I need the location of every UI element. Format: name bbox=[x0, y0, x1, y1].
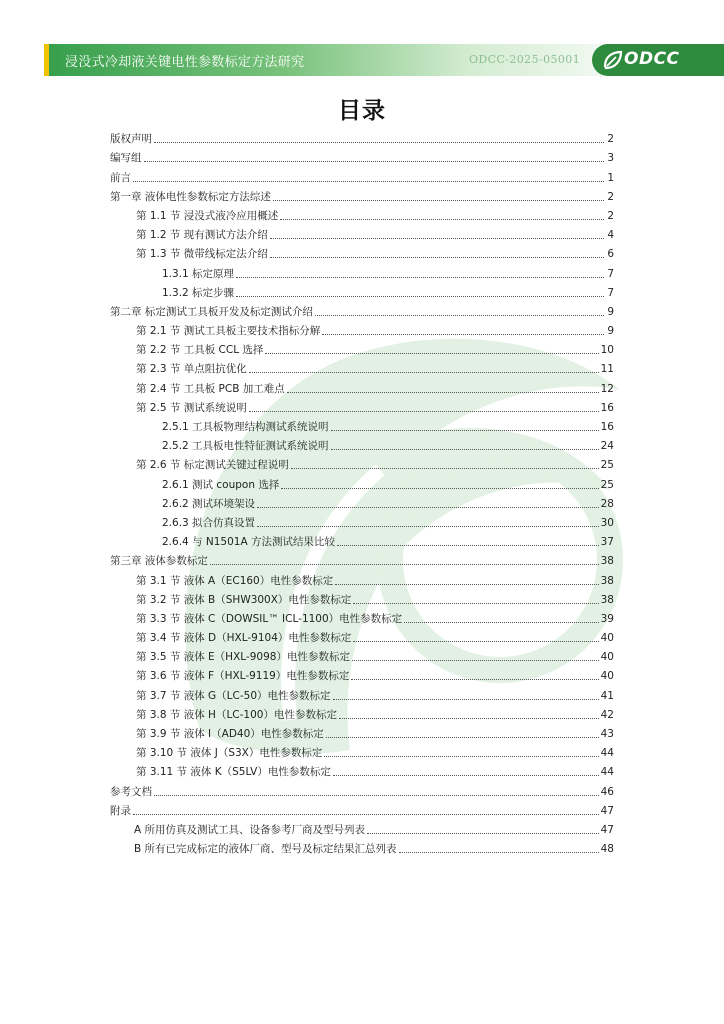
toc-dot-leader bbox=[339, 718, 599, 719]
toc-entry[interactable] bbox=[110, 242, 614, 261]
toc-entry[interactable] bbox=[110, 300, 614, 319]
toc-entry-title: 1.3.1 标定原理 bbox=[162, 267, 235, 280]
toc-entry[interactable] bbox=[110, 511, 614, 530]
toc-entry-title: 第 2.6 节 标定测试关键过程说明 bbox=[136, 459, 289, 472]
toc-page-number: 40 bbox=[600, 651, 614, 664]
toc-dot-leader bbox=[270, 238, 604, 239]
toc-dot-leader bbox=[333, 699, 599, 700]
toc-dot-leader bbox=[280, 219, 604, 220]
toc-dot-leader bbox=[367, 833, 599, 834]
toc-page-number: 38 bbox=[600, 555, 614, 568]
toc-entry[interactable] bbox=[110, 760, 614, 779]
toc-entry[interactable] bbox=[110, 492, 614, 511]
toc-dot-leader bbox=[270, 257, 604, 258]
toc-entry-title: 2.5.2 工具板电性特征测试系统说明 bbox=[162, 440, 329, 453]
toc-dot-leader bbox=[335, 584, 598, 585]
toc-entry-title: 第 3.7 节 液体 G（LC-50）电性参数标定 bbox=[136, 689, 331, 702]
toc-entry-title: 第 1.2 节 现有测试方法介绍 bbox=[136, 229, 268, 242]
toc-entry[interactable] bbox=[110, 338, 614, 357]
toc-dot-leader bbox=[333, 775, 599, 776]
toc-dot-leader bbox=[281, 488, 598, 489]
toc-dot-leader bbox=[265, 353, 598, 354]
toc-entry[interactable] bbox=[110, 588, 614, 607]
toc-page-number: 2 bbox=[607, 190, 614, 203]
toc-page-number: 38 bbox=[600, 574, 614, 587]
toc-entry[interactable] bbox=[110, 415, 614, 434]
toc-page-number: 40 bbox=[600, 632, 614, 645]
toc-dot-leader bbox=[257, 526, 599, 527]
toc-entry-title: B 所有已完成标定的液体厂商、型号及标定结果汇总列表 bbox=[134, 843, 397, 856]
toc-entry-title: 第 3.4 节 液体 D（HXL-9104）电性参数标定 bbox=[136, 632, 352, 645]
toc-dot-leader bbox=[315, 315, 604, 316]
toc-page-number: 16 bbox=[600, 421, 614, 433]
toc-page-number: 9 bbox=[607, 325, 614, 338]
toc-heading: 目录 bbox=[338, 98, 386, 124]
toc-entry-title: 第 3.10 节 液体 J（S3X）电性参数标定 bbox=[136, 747, 323, 760]
toc-page-number: 30 bbox=[600, 516, 614, 529]
page-header bbox=[44, 44, 724, 76]
toc-entry-title: 参考文档 bbox=[110, 785, 152, 798]
toc-dot-leader bbox=[351, 679, 598, 680]
toc-entry-title: 附录 bbox=[110, 804, 131, 817]
toc-page-number: 12 bbox=[600, 382, 614, 395]
toc-entry-title: 第 2.5 节 测试系统说明 bbox=[136, 401, 247, 414]
toc-entry[interactable] bbox=[110, 261, 614, 280]
toc-page-number: 46 bbox=[600, 785, 614, 798]
toc-entry-title: 第 2.3 节 单点阻抗优化 bbox=[136, 363, 247, 376]
toc-entry[interactable] bbox=[110, 530, 614, 549]
toc-entry[interactable] bbox=[110, 165, 614, 184]
toc-entry-title: 2.6.1 测试 coupon 选择 bbox=[162, 478, 280, 491]
toc-entry[interactable] bbox=[110, 472, 614, 491]
toc-dot-leader bbox=[154, 795, 599, 796]
toc-entry[interactable] bbox=[110, 146, 614, 165]
toc-dot-leader bbox=[291, 468, 599, 469]
toc-entry[interactable] bbox=[110, 223, 614, 242]
toc-page-number: 2 bbox=[607, 133, 614, 146]
toc-dot-leader bbox=[324, 756, 598, 757]
toc-entry[interactable] bbox=[110, 396, 614, 415]
toc-entry-title: 第 2.4 节 工具板 PCB 加工难点 bbox=[136, 382, 285, 395]
toc-entry-title: 第 3.9 节 液体 I（AD40）电性参数标定 bbox=[136, 728, 324, 740]
toc-entry-title: 1.3.2 标定步骤 bbox=[162, 286, 235, 299]
toc-entry[interactable] bbox=[110, 818, 614, 837]
toc-page-number: 39 bbox=[600, 612, 614, 625]
toc-dot-leader bbox=[154, 142, 604, 143]
toc-entry-title: 2.6.4 与 N1501A 方法测试结果比较 bbox=[162, 536, 335, 549]
toc-dot-leader bbox=[353, 603, 598, 604]
toc-entry[interactable] bbox=[110, 549, 614, 568]
toc-entry-title: 第 3.2 节 液体 B（SHW300X）电性参数标定 bbox=[136, 593, 352, 606]
toc-dot-leader bbox=[352, 660, 599, 661]
toc-entry-title: 第一章 液体电性参数标定方法综述 bbox=[110, 190, 271, 203]
toc-page-number: 44 bbox=[600, 747, 614, 760]
toc-entry-title: 前言 bbox=[110, 171, 131, 184]
toc-entry[interactable] bbox=[110, 837, 614, 856]
toc-page-number: 25 bbox=[600, 459, 614, 472]
toc-dot-leader bbox=[133, 814, 599, 815]
header-band bbox=[49, 44, 669, 76]
toc-entry[interactable] bbox=[110, 799, 614, 818]
toc-page-number: 44 bbox=[600, 766, 614, 779]
odcc-logo bbox=[592, 44, 724, 76]
toc-entry-title: 第三章 液体参数标定 bbox=[110, 555, 208, 568]
toc-entry[interactable] bbox=[110, 645, 614, 664]
toc-entry[interactable] bbox=[110, 664, 614, 683]
toc-dot-leader bbox=[322, 334, 604, 335]
toc-dot-leader bbox=[287, 392, 599, 393]
toc-entry[interactable] bbox=[110, 434, 614, 453]
toc-page-number: 47 bbox=[600, 804, 614, 817]
toc-page-number: 7 bbox=[607, 267, 614, 280]
toc-page-number: 48 bbox=[600, 843, 614, 856]
toc-page-number: 38 bbox=[600, 593, 614, 606]
toc-page-number: 28 bbox=[600, 497, 614, 510]
toc-entry[interactable] bbox=[110, 779, 614, 798]
toc-entry-title: 第 3.6 节 液体 F（HXL-9119）电性参数标定 bbox=[136, 670, 350, 683]
toc-entry-title: 编写组 bbox=[110, 152, 142, 165]
toc-entry-title: 第二章 标定测试工具板开发及标定测试介绍 bbox=[110, 305, 313, 318]
toc-dot-leader bbox=[144, 161, 605, 162]
toc-page-number: 41 bbox=[600, 689, 614, 702]
toc-dot-leader bbox=[236, 296, 604, 297]
document-code: ODCC-2025-05001 bbox=[469, 53, 581, 66]
toc-entry[interactable] bbox=[110, 568, 614, 587]
toc-dot-leader bbox=[353, 641, 598, 642]
toc-dot-leader bbox=[273, 200, 604, 201]
toc-entry-title: 2.5.1 工具板物理结构测试系统说明 bbox=[162, 421, 329, 433]
toc-page-number: 25 bbox=[600, 478, 614, 491]
toc-page-number: 1 bbox=[607, 171, 614, 184]
toc-dot-leader bbox=[249, 411, 599, 412]
toc-entry-title: 第 3.11 节 液体 K（S5LV）电性参数标定 bbox=[136, 766, 331, 779]
logo-text: ODCC bbox=[624, 49, 680, 69]
toc-entry-title: 第 1.1 节 浸没式液冷应用概述 bbox=[136, 209, 279, 222]
document-title: 浸没式冷却液关键电性参数标定方法研究 bbox=[65, 55, 305, 70]
toc-entry-title: 第 1.3 节 微带线标定法介绍 bbox=[136, 248, 268, 261]
toc-page-number: 47 bbox=[600, 823, 614, 836]
toc-dot-leader bbox=[257, 507, 599, 508]
toc-page-number: 24 bbox=[600, 440, 614, 453]
toc-page-number: 16 bbox=[600, 401, 614, 414]
toc-dot-leader bbox=[337, 545, 599, 546]
toc-entry-title: 2.6.3 拟合仿真设置 bbox=[162, 516, 256, 529]
toc-dot-leader bbox=[404, 622, 598, 623]
toc-entry[interactable] bbox=[110, 127, 614, 146]
toc-entry[interactable] bbox=[110, 376, 614, 395]
toc-page-number: 43 bbox=[600, 728, 614, 740]
toc-page-number: 6 bbox=[607, 248, 614, 261]
toc-page-number: 9 bbox=[607, 305, 614, 318]
toc-entry-title: 版权声明 bbox=[110, 133, 152, 146]
toc-entry[interactable] bbox=[110, 281, 614, 300]
toc-entry[interactable] bbox=[110, 204, 614, 223]
toc-entry-title: 2.6.2 测试环境架设 bbox=[162, 497, 256, 510]
toc-page-number: 2 bbox=[607, 209, 614, 222]
toc-entry[interactable] bbox=[110, 626, 614, 645]
toc-dot-leader bbox=[331, 449, 599, 450]
toc-page-number: 10 bbox=[600, 344, 614, 357]
leaf-icon bbox=[602, 49, 624, 71]
toc-page-number: 4 bbox=[607, 229, 614, 242]
toc-page-number: 11 bbox=[600, 363, 614, 376]
toc-entry[interactable] bbox=[110, 703, 614, 722]
table-of-contents bbox=[110, 127, 614, 856]
toc-entry-title: 第 2.1 节 测试工具板主要技术指标分解 bbox=[136, 325, 321, 338]
toc-entry[interactable] bbox=[110, 722, 614, 741]
toc-page-number: 37 bbox=[600, 536, 614, 549]
toc-dot-leader bbox=[399, 852, 599, 853]
toc-page-number: 42 bbox=[600, 708, 614, 721]
toc-entry[interactable] bbox=[110, 319, 614, 338]
toc-page-number: 40 bbox=[600, 670, 614, 683]
toc-entry[interactable] bbox=[110, 607, 614, 626]
toc-dot-leader bbox=[133, 181, 604, 182]
toc-entry-title: 第 3.3 节 液体 C（DOWSIL™ ICL-1100）电性参数标定 bbox=[136, 612, 403, 625]
toc-page-number: 7 bbox=[607, 286, 614, 299]
toc-page-number: 3 bbox=[607, 152, 614, 165]
toc-entry[interactable] bbox=[110, 357, 614, 376]
toc-entry-title: 第 2.2 节 工具板 CCL 选择 bbox=[136, 344, 264, 357]
toc-entry[interactable] bbox=[110, 185, 614, 204]
toc-dot-leader bbox=[249, 372, 599, 373]
toc-entry-title: A 所用仿真及测试工具、设备参考厂商及型号列表 bbox=[134, 823, 366, 836]
toc-entry[interactable] bbox=[110, 741, 614, 760]
toc-dot-leader bbox=[331, 430, 599, 431]
toc-entry[interactable] bbox=[110, 453, 614, 472]
toc-dot-leader bbox=[210, 564, 599, 565]
toc-entry-title: 第 3.5 节 液体 E（HXL-9098）电性参数标定 bbox=[136, 651, 350, 664]
toc-entry-title: 第 3.8 节 液体 H（LC-100）电性参数标定 bbox=[136, 708, 337, 721]
toc-entry[interactable] bbox=[110, 683, 614, 702]
toc-dot-leader bbox=[236, 277, 604, 278]
toc-dot-leader bbox=[326, 737, 599, 738]
toc-entry-title: 第 3.1 节 液体 A（EC160）电性参数标定 bbox=[136, 574, 334, 587]
